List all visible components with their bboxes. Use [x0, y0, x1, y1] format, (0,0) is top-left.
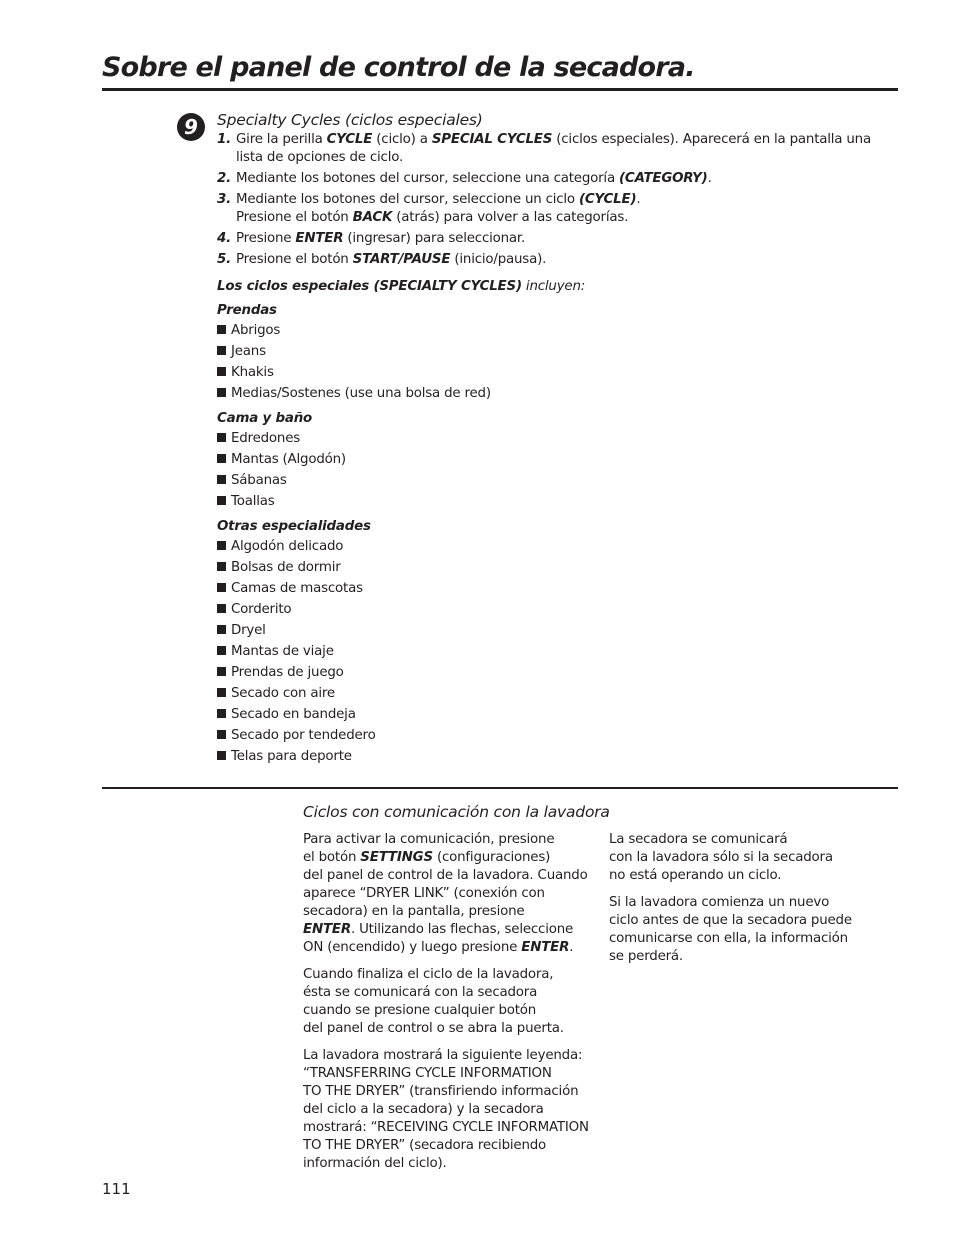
square-bullet-icon — [217, 325, 226, 334]
step-number: 3. — [217, 192, 232, 207]
list-item-label: Medias/Sostenes (use una bolsa de red) — [231, 386, 491, 401]
list-item — [217, 449, 897, 470]
list-item-label: Prendas de juego — [231, 665, 344, 680]
step-item: 5. Presione el botón START/PAUSE (inicio/pausa). — [217, 252, 547, 267]
list-item-label: Mantas (Algodón) — [231, 452, 346, 467]
washer-link-column-2 — [609, 831, 894, 975]
square-bullet-icon — [217, 367, 226, 376]
list-item — [217, 428, 897, 449]
category-heading: Prendas — [217, 303, 277, 318]
paragraph: La secadora se comunicará con la lavadora sólo si la secadora no está operando un ciclo. — [609, 832, 833, 883]
category-list — [217, 320, 897, 404]
step-item: 1. Gire la perilla CYCLE (ciclo) a SPECIAL CYCLES (ciclos especiales). Aparecerá en la pantalla una lista de opciones de ciclo. — [217, 132, 871, 165]
square-bullet-icon — [217, 346, 226, 355]
section-number-badge: 9 — [177, 113, 205, 141]
list-item — [217, 683, 897, 704]
list-item — [217, 641, 897, 662]
square-bullet-icon — [217, 625, 226, 634]
list-item-label: Secado con aire — [231, 686, 335, 701]
list-item-label: Dryel — [231, 623, 266, 638]
step-item: 2. Mediante los botones del cursor, seleccione una categoría (CATEGORY). — [217, 171, 712, 186]
square-bullet-icon — [217, 583, 226, 592]
list-item — [217, 470, 897, 491]
list-item — [217, 320, 897, 341]
list-item — [217, 599, 897, 620]
list-item — [217, 491, 897, 512]
paragraph: Cuando finaliza el ciclo de la lavadora, ésta se comunicará con la secadora cuando se presione cualquier botón del panel de control o se abra la puerta. — [303, 967, 564, 1036]
square-bullet-icon — [217, 751, 226, 760]
section-divider — [102, 787, 898, 789]
step-number: 1. — [217, 132, 232, 147]
steps-list — [217, 131, 897, 269]
list-item — [217, 578, 897, 599]
list-item — [217, 620, 897, 641]
square-bullet-icon — [217, 454, 226, 463]
list-item-label: Secado por tendedero — [231, 728, 376, 743]
list-item-label: Sábanas — [231, 473, 287, 488]
list-item — [217, 662, 897, 683]
list-item — [217, 746, 897, 767]
step-note: Presione el botón BACK (atrás) para volver a las categorías. — [236, 210, 629, 225]
category-list — [217, 428, 897, 512]
list-item-label: Corderito — [231, 602, 292, 617]
specialty-cycles-heading: Specialty Cycles (ciclos especiales) — [217, 111, 483, 129]
keyword: ENTER — [521, 940, 570, 955]
square-bullet-icon — [217, 688, 226, 697]
page-number: 111 — [102, 1180, 131, 1198]
paragraph: La lavadora mostrará la siguiente leyenda: “TRANSFERRING CYCLE INFORMATION TO THE DRYER” (transfiriendo información del ciclo a la secadora) y la secadora mostrará: “RECEIVING CYCLE INFORMATION TO THE DRYER” (secadora recibiendo información del ciclo). — [303, 1048, 589, 1171]
list-item-label: Bolsas de dormir — [231, 560, 341, 575]
step-number: 4. — [217, 231, 232, 246]
keyword: SPECIAL CYCLES — [431, 132, 553, 147]
step-item: 4. Presione ENTER (ingresar) para seleccionar. — [217, 231, 526, 246]
category-list — [217, 536, 897, 767]
square-bullet-icon — [217, 646, 226, 655]
keyword: CYCLE — [326, 132, 373, 147]
list-item — [217, 704, 897, 725]
square-bullet-icon — [217, 604, 226, 613]
list-item-label: Abrigos — [231, 323, 281, 338]
keyword: ENTER — [295, 231, 344, 246]
includes-intro: Los ciclos especiales (SPECIALTY CYCLES) incluyen: — [217, 279, 586, 294]
category-heading: Cama y baño — [217, 411, 313, 426]
keyword: START/PAUSE — [352, 252, 451, 267]
square-bullet-icon — [217, 709, 226, 718]
list-item — [217, 725, 897, 746]
list-item — [217, 341, 897, 362]
keyword: ENTER — [303, 922, 351, 937]
category-groups — [217, 302, 897, 767]
paragraph: Para activar la comunicación, presione el botón SETTINGS (configuraciones) del panel de control de la lavadora. Cuando aparece “DRYER LINK” (conexión con secadora) en la pantalla, presione ENTER. Utilizando las flechas, seleccione ON (encendido) y luego presione ENTER. — [303, 832, 588, 955]
page-title: Sobre el panel de control de la secadora. — [102, 52, 695, 83]
step-item: 3. Mediante los botones del cursor, seleccione un ciclo (CYCLE). Presione el botón BACK (atrás) para volver a las categorías. — [217, 191, 897, 227]
square-bullet-icon — [217, 475, 226, 484]
list-item-label: Edredones — [231, 431, 301, 446]
square-bullet-icon — [217, 388, 226, 397]
square-bullet-icon — [217, 496, 226, 505]
paragraph: Si la lavadora comienza un nuevo ciclo antes de que la secadora puede comunicarse con ella, la información se perderá. — [609, 895, 852, 964]
specialty-cycles-section — [217, 109, 897, 767]
square-bullet-icon — [217, 541, 226, 550]
list-item-label: Telas para deporte — [231, 749, 352, 764]
step-number: 2. — [217, 171, 232, 186]
list-item — [217, 362, 897, 383]
keyword: BACK — [352, 210, 393, 225]
title-rule — [102, 88, 898, 91]
list-item-label: Secado en bandeja — [231, 707, 356, 722]
square-bullet-icon — [217, 562, 226, 571]
washer-link-column-1 — [303, 831, 598, 1182]
square-bullet-icon — [217, 433, 226, 442]
washer-link-heading: Ciclos con comunicación con la lavadora — [303, 803, 610, 821]
list-item — [217, 557, 897, 578]
square-bullet-icon — [217, 730, 226, 739]
list-item — [217, 383, 897, 404]
list-item-label: Mantas de viaje — [231, 644, 334, 659]
category-heading: Otras especialidades — [217, 519, 371, 534]
list-item-label: Khakis — [231, 365, 274, 380]
list-item-label: Toallas — [231, 494, 275, 509]
step-number: 5. — [217, 252, 232, 267]
square-bullet-icon — [217, 667, 226, 676]
list-item-label: Algodón delicado — [231, 539, 344, 554]
keyword: SETTINGS — [360, 850, 433, 865]
keyword: (CYCLE) — [578, 192, 637, 207]
list-item — [217, 536, 897, 557]
list-item-label: Camas de mascotas — [231, 581, 363, 596]
list-item-label: Jeans — [231, 344, 266, 359]
keyword: (CATEGORY) — [619, 171, 708, 186]
